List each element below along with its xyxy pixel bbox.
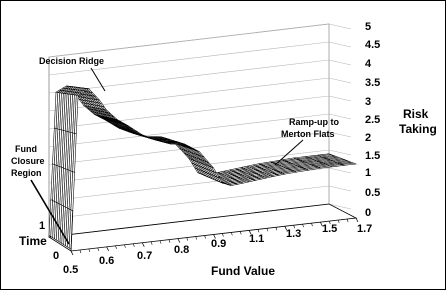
z-tick-label: 3	[365, 96, 372, 108]
x-axis-title: Fund Value	[211, 264, 276, 278]
merton-flats-label-line-2: Merton Flats	[281, 129, 335, 139]
z-tick-mark	[329, 150, 351, 155]
x-tick-label: 0.8	[174, 244, 190, 256]
x-tick-label: 0.9	[211, 238, 227, 250]
merton-flats-label-line-1: Ramp-up to	[289, 117, 339, 127]
z-tick-mark	[329, 42, 351, 47]
z-tick-label: 2.5	[365, 114, 381, 126]
x-minor-tick	[160, 241, 161, 244]
z-tick-mark	[329, 24, 351, 29]
x-minor-tick	[151, 242, 152, 245]
z-tick-label: 4	[365, 58, 372, 70]
x-minor-tick	[133, 244, 134, 247]
z-tick-mark	[329, 186, 351, 191]
x-minor-tick	[89, 249, 90, 252]
y-axis-title: Time	[19, 234, 47, 248]
x-minor-tick	[276, 227, 277, 230]
x-minor-tick	[116, 246, 117, 249]
x-tick-label: 0.7	[137, 250, 153, 262]
x-minor-tick	[231, 232, 232, 235]
x-minor-tick	[258, 229, 259, 232]
x-minor-tick	[196, 237, 197, 240]
x-minor-tick	[347, 219, 348, 222]
x-minor-tick	[222, 233, 223, 236]
z-tick-mark	[329, 204, 351, 209]
z-tick-label: 2	[365, 132, 372, 144]
x-tick-mark	[356, 218, 358, 222]
x-minor-tick	[169, 240, 170, 243]
z-tick-label: 5	[365, 21, 372, 33]
x-minor-tick	[311, 223, 312, 226]
closure-label-line-2: Closure	[11, 156, 45, 166]
y-tick-label: 0	[53, 250, 60, 262]
z-tick-labels	[365, 21, 380, 219]
z-axis-title-line-1: Risk	[403, 107, 429, 121]
x-tick-mark	[178, 239, 180, 243]
x-tick-label: 1.1	[249, 233, 265, 245]
x-minor-tick	[267, 228, 268, 231]
x-minor-tick	[303, 224, 304, 227]
z-tick-mark	[329, 78, 351, 83]
x-minor-tick	[98, 248, 99, 251]
z-tick-label: 4.5	[365, 39, 381, 51]
x-tick-mark	[107, 247, 109, 251]
x-tick-label: 1.5	[322, 223, 338, 235]
x-tick-mark	[71, 251, 73, 255]
z-tick-label: 3.5	[365, 77, 381, 89]
x-minor-tick	[338, 220, 339, 223]
x-tick-label: 1.3	[286, 228, 302, 240]
z-tick-mark	[329, 168, 351, 173]
z-tick-mark	[329, 60, 351, 65]
x-minor-tick	[124, 245, 125, 248]
x-minor-tick	[205, 236, 206, 239]
x-tick-label: 1.7	[357, 223, 373, 235]
z-tick-label: 0.5	[365, 187, 381, 199]
closure-label-line-3: Region	[11, 168, 42, 178]
x-minor-tick	[240, 231, 241, 234]
x-tick-label: 0.5	[63, 264, 79, 276]
z-axis-title-line-2: Taking	[399, 122, 437, 136]
x-tick-mark	[142, 243, 144, 247]
x-minor-tick	[187, 238, 188, 241]
closure-label-line-1: Fund	[15, 144, 37, 154]
z-tick-mark	[329, 96, 351, 101]
x-minor-tick	[80, 250, 81, 253]
surface-chart	[1, 1, 446, 290]
x-tick-label: 0.6	[99, 255, 115, 267]
z-tick-label: 1	[365, 167, 372, 179]
z-tick-label: 1.5	[365, 150, 381, 162]
y-tick-label: 1	[39, 220, 46, 232]
z-tick-label: 0	[365, 207, 372, 219]
decision-ridge-label: Decision Ridge	[39, 56, 105, 66]
